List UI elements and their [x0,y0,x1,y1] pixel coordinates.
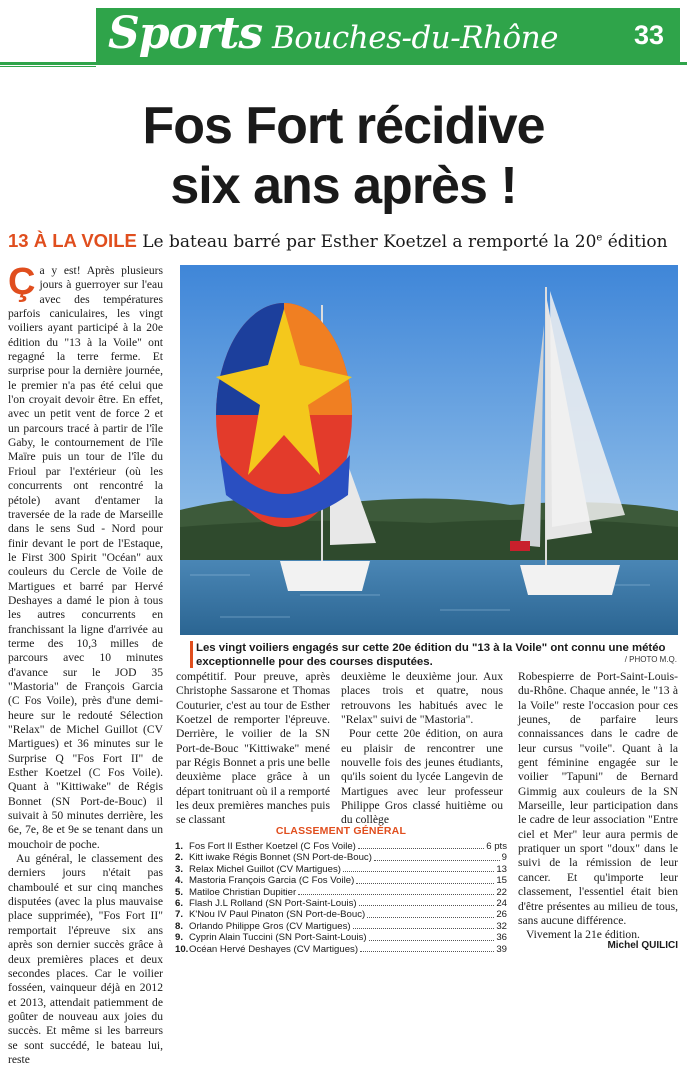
kicker: 13 À LA VOILE [8,230,137,251]
ranking-position: 2. [175,852,184,864]
photo-credit: / PHOTO M.Q. [624,655,677,664]
ranking-entry: Relax Michel Guillot (CV Martigues) [189,863,341,875]
ranking-entry: Orlando Philippe Gros (CV Martigues) [189,920,351,932]
ranking-row [175,875,507,886]
ranking-row [175,944,507,955]
photo-caption: Les vingt voiliers engagés sur cette 20e édition du "13 à la Voile" ont connu une météo exceptionnelle pour des courses disputées. [196,642,666,668]
ranking-position: 5. [175,886,184,898]
ranking-points: 36 [496,932,507,944]
article-column-3 [341,670,503,828]
ranking-row [175,909,507,920]
paragraph: Pour cette 20e édition, on aura eu plaisir de rencontrer une nouvelle fois des jeunes étudiants, qu'ils soient du lycée Langevin de Martigues avec leur professeur Philippe Gros classé huitième ou du collège [341,727,503,827]
ranking-leader-dots [298,887,494,895]
deck-text-end: édition [602,232,668,252]
ranking-position: 3. [175,863,184,875]
ranking-rows [175,841,507,955]
drop-cap: Ç [8,261,36,303]
ranking-entry: Fos Fort II Esther Koetzel (C Fos Voile) [189,841,356,852]
ranking-position: 4. [175,875,184,887]
ranking-leader-dots [367,909,494,917]
deck [137,232,668,252]
ranking-row [175,921,507,932]
ranking-points: 26 [496,909,507,921]
paragraph-text: a y est! Après plusieurs jours à guerroyer sur l'eau avec des températures parfois caniculaires, les vingt voiliers ayant participé à la 20e édition du "13 à la Voile" ont regagné la terre ferme. Et surprise pour la dernière journée, le premier n'a pas été celui que l'on croyait devoir être. En effet, avec un petit vent de force 2 et un parcours tracé à partir de l'île Gaby, le contournement de l'île Maïre puis un tour de l'île du Frioul par l'extérieur (où les concurrents ont rencontré la pétole) avant d'entamer la traversée de la rade de Marseille dans le sens Sud - Nord pour finir devant le port de l'Estaque, le First 300 Spirit "Océan" aux couleurs du Cercle de Voile de Martigues et barré par Hervé Deshayes a damé le pion à tous les autres concurrents en franchissant la ligne d'arrivée au terme des 10,3 milles de parcours avec 10 minutes d'avance sur le JOD 35 "Mastoria" de François Garcia (C Fos Voile), près d'une demi-heure sur le redouté Sélection "Relax" de Michel Guillot (CV Martigues) et 36 minutes sur le Surprise Q "Fos Fort II" de Esther Koetzel (C Fos Voile). Quant à "Kittiwake" de Régis Bonnet (SN Port-de-Bouc) il suivait à 50 minutes derrière, les 6e, 7e, 8e et 9e se tenant dans un mouchoir de poche. [8,264,163,851]
article-column-1 [8,261,163,1067]
paragraph: Au général, le classement des derniers jours n'était pas chamboulé et sur cinq manches disputées (avec la plus mauvaise place supprimée), "Fos Fort II" remportait l'épreuve six ans après son dernier succès grâce à deux premières places et deux secondes places. Car le voilier fosséen, vainqueur déjà en 2012 et 2013, attendait patiemment de goûter de nouveau aux joies du succès. Et même si les barreurs se sont succédé, le bateau lui, reste [8,852,163,1066]
paragraph: Robespierre de Port-Saint-Louis-du-Rhône. Chaque année, le "13 à la Voile" reste l'occasion pour ces jeunes, de parfaire leurs connaissances dans le cadre de leur cursus "voile". Quant à la gent féminine engagée sur le voilier "Tapuni" de Bernard Gimmig aux couleurs de la SN Marseille, leur participation dans le cadre de leur association "Entre ciel et Mer" leur aura permis de pratiquer un sport "doux" dans le suivi de la rémission de leur cancer. Et qu'importe leur classement, l'essentiel était bien d'être présentes au milieu de tous, sans aucune différence. [518,670,678,927]
ranking-table [175,825,507,955]
header-rule-left [0,66,96,67]
headline-line-2: six ans après ! [170,157,517,215]
ranking-leader-dots [369,932,495,940]
ranking-entry: Flash J.L Rolland (SN Port-Saint-Louis) [189,897,357,909]
ranking-points: 32 [496,920,507,932]
ranking-leader-dots [359,898,495,906]
ranking-entry: Mastoria François Garcia (C Fos Voile) [189,875,355,887]
deck-text: Le bateau barré par Esther Koetzel a remporté la 20 [136,232,597,252]
ranking-position: 7. [175,909,184,921]
ranking-title: CLASSEMENT GÉNÉRAL [275,825,407,837]
sailboats-image [180,265,678,635]
sailing-photo [180,265,678,635]
ranking-leader-dots [353,921,495,929]
headline [0,96,687,216]
section-header [0,0,687,70]
ranking-row [175,852,507,863]
headline-line-1: Fos Fort récidive [142,97,545,155]
ranking-points: 13 [496,863,507,875]
ranking-entry: Océan Hervé Deshayes (CV Martigues) [189,943,359,955]
subhead [8,230,683,252]
ranking-row [175,864,507,875]
ranking-position: 6. [175,897,184,909]
deck-superscript: e [596,232,603,244]
ranking-entry: Kitt iwake Régis Bonnet (SN Port-de-Bouc) [189,852,372,864]
ranking-leader-dots [356,875,494,883]
article-column-4 [518,670,678,943]
paragraph [8,261,163,852]
header-rule [0,62,687,65]
ranking-leader-dots [343,864,494,872]
ranking-leader-dots [374,852,500,860]
ranking-leader-dots [358,841,484,849]
ranking-entry: Matiloe Christian Dupitier [189,886,297,898]
ranking-row [175,898,507,909]
ranking-leader-dots [360,944,494,952]
ranking-points: 9 [501,852,507,864]
ranking-position: 1. [175,841,184,852]
ranking-entry: Cyprin Alain Tuccini (SN Port-Saint-Louis) [189,932,367,944]
ranking-row [175,887,507,898]
ranking-points: 39 [496,943,507,955]
ranking-position: 10. [175,943,189,955]
ranking-row [175,841,507,852]
ranking-row [175,932,507,943]
ranking-position: 8. [175,920,184,932]
paragraph: deuxième le deuxième jour. Aux places trois et quatre, nous retrouvons les habitués avec le "Relax" suivi de "Mastoria". [341,670,503,727]
page-number: 33 [634,20,665,50]
author-signature: Michel QUILICI [607,940,678,951]
section-title: Sports [108,8,263,59]
paragraph: compétitif. Pour preuve, après Christophe Sassarone et Thomas Couturier, c'est au tour de Esther Koetzel de remporter l'épreuve. Derrière, le voilier de la SN Port-de-Bouc "Kittiwake" mené par Régis Bonnet a pris une belle deuxième place grâce à un départ tonitruant où il a remporté les deux premières manches puis se classant [176,670,330,827]
ranking-points: 15 [496,875,507,887]
ranking-points: 22 [496,886,507,898]
ranking-points: 6 pts [486,841,507,852]
region-title: Bouches-du-Rhône [272,20,559,56]
article-column-2 [176,670,330,828]
paragraph: Vivement la 21e édition. [526,928,640,942]
caption-accent-bar [190,641,193,668]
ranking-entry: K'Nou IV Paul Pinaton (SN Port-de-Bouc) [189,909,366,921]
ranking-points: 24 [496,897,507,909]
ranking-position: 9. [175,932,184,944]
